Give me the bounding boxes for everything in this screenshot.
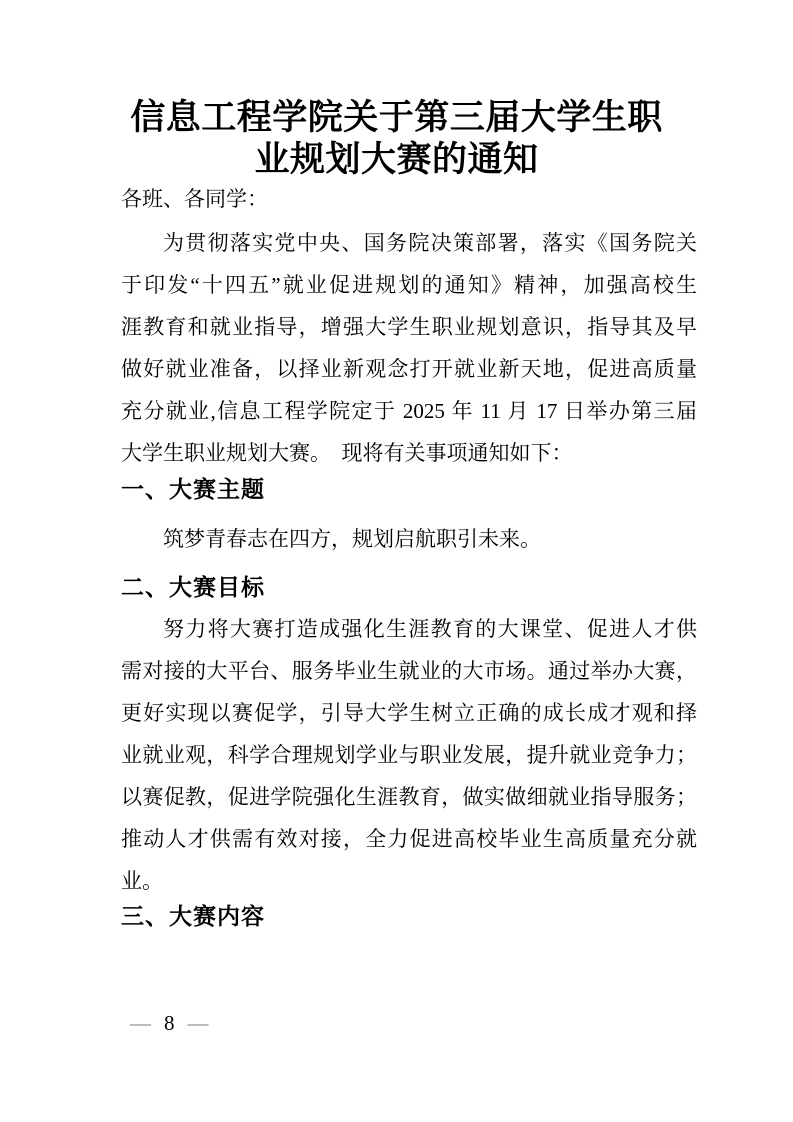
salutation: 各班、各同学： — [121, 187, 268, 211]
section-heading-content: 三、大赛内容 — [121, 903, 265, 929]
goals-line: 推动人才供需有效对接，全力促进高校毕业生高质量充分就 — [121, 827, 697, 851]
section-heading-goals: 二、大赛目标 — [121, 574, 265, 600]
goals-line: 努力将大赛打造成强化生涯教育的大课堂、促进人才供 — [163, 617, 697, 641]
intro-line: 于印发“十四五”就业促进规划的通知》精神，加强高校生 — [121, 273, 697, 297]
intro-line: 涯教育和就业指导，增强大学生职业规划意识，指导其及早 — [121, 315, 697, 339]
footer-dash-left: — — [130, 1011, 151, 1035]
intro-paragraph — [121, 222, 697, 474]
theme-text: 筑梦青春志在四方，规划启航职引未来。 — [163, 527, 541, 551]
goals-line: 更好实现以赛促学，引导大学生树立正确的成长成才观和择 — [121, 701, 697, 725]
page-number: 8 — [164, 1011, 175, 1035]
goals-paragraph — [121, 608, 697, 902]
goals-line: 以赛促教，促进学院强化生涯教育，做实做细就业指导服务； — [121, 785, 697, 809]
goals-line: 业就业观，科学合理规划学业与职业发展，提升就业竞争力； — [121, 743, 697, 767]
intro-line: 做好就业准备，以择业新观念打开就业新天地，促进高质量 — [121, 357, 697, 381]
document-title-line-2: 业规划大赛的通知 — [254, 140, 539, 179]
intro-line: 充分就业,信息工程学院定于 2025 年 11 月 17 日举办第三届 — [121, 399, 697, 423]
footer-dash-right: — — [187, 1011, 209, 1035]
intro-line: 大学生职业规划大赛。 现将有关事项通知如下： — [121, 441, 573, 465]
page-footer — [130, 1010, 209, 1036]
section-heading-theme: 一、大赛主题 — [121, 476, 265, 502]
document-title — [0, 97, 793, 181]
goals-line: 需对接的大平台、服务毕业生就业的大市场。通过举办大赛， — [121, 659, 697, 683]
goals-line: 业。 — [121, 869, 163, 893]
document-title-line-1: 信息工程学院关于第三届大学生职 — [130, 98, 663, 137]
intro-line: 为贯彻落实党中央、国务院决策部署，落实《国务院关 — [163, 231, 697, 255]
